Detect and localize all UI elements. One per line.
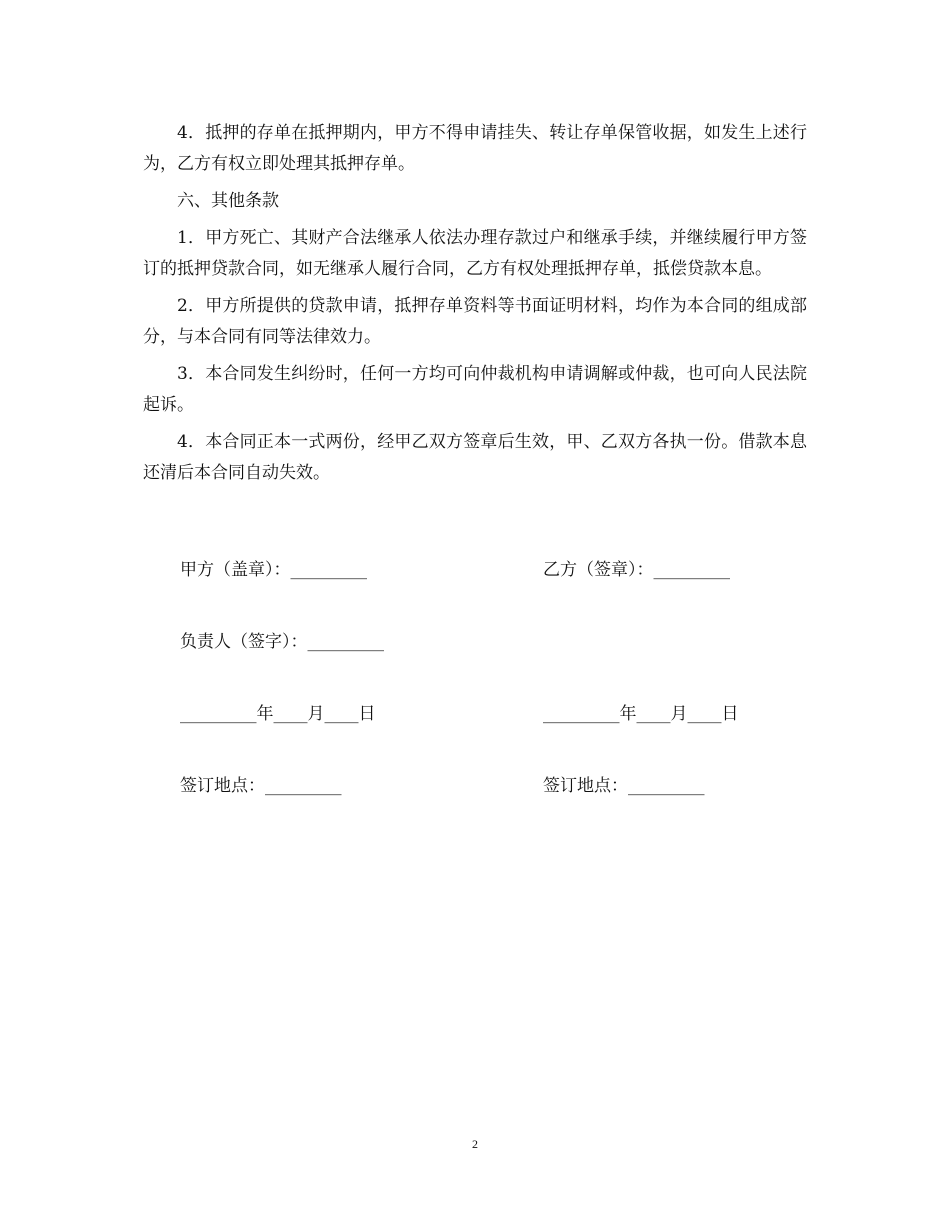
party-a-seal-line: 甲方（盖章）：_________ [180,560,367,580]
signing-place-party-a: 签订地点：_________ [180,776,342,796]
clause-other-2: 2．甲方所提供的贷款申请，抵押存单资料等书面证明材料，均作为本合同的组成部分，与本合同有同等法律效力。 [143,296,807,347]
clause-pledge-4: 4．抵押的存单在抵押期内，甲方不得申请挂失、转让存单保管收据，如发生上述行为，乙方有权立即处理其抵押存单。 [143,123,807,174]
section-heading-other-terms: 六、其他条款 [177,191,279,211]
clause-other-1: 1．甲方死亡、其财产合法继承人依法办理存款过户和继承手续，并继续履行甲方签订的抵押贷款合同，如无继承人履行合同，乙方有权处理抵押存单，抵偿贷款本息。 [143,228,807,279]
clause-other-4: 4．本合同正本一式两份，经甲乙双方签章后生效，甲、乙双方各执一份。借款本息还清后本合同自动失效。 [143,432,807,483]
signing-place-party-b: 签订地点：_________ [543,776,705,796]
clause-other-3: 3．本合同发生纠纷时，任何一方均可向仲裁机构申请调解或仲裁，也可向人民法院起诉。 [143,364,807,415]
person-in-charge-line: 负责人（签字）：_________ [180,632,384,652]
contract-body [143,118,807,495]
party-b-seal-line: 乙方（签章）：_________ [543,560,730,580]
date-line-party-b: _________年____月____日 [543,704,739,724]
date-line-party-a: _________年____月____日 [180,704,376,724]
page-number: 2 [472,1137,478,1151]
